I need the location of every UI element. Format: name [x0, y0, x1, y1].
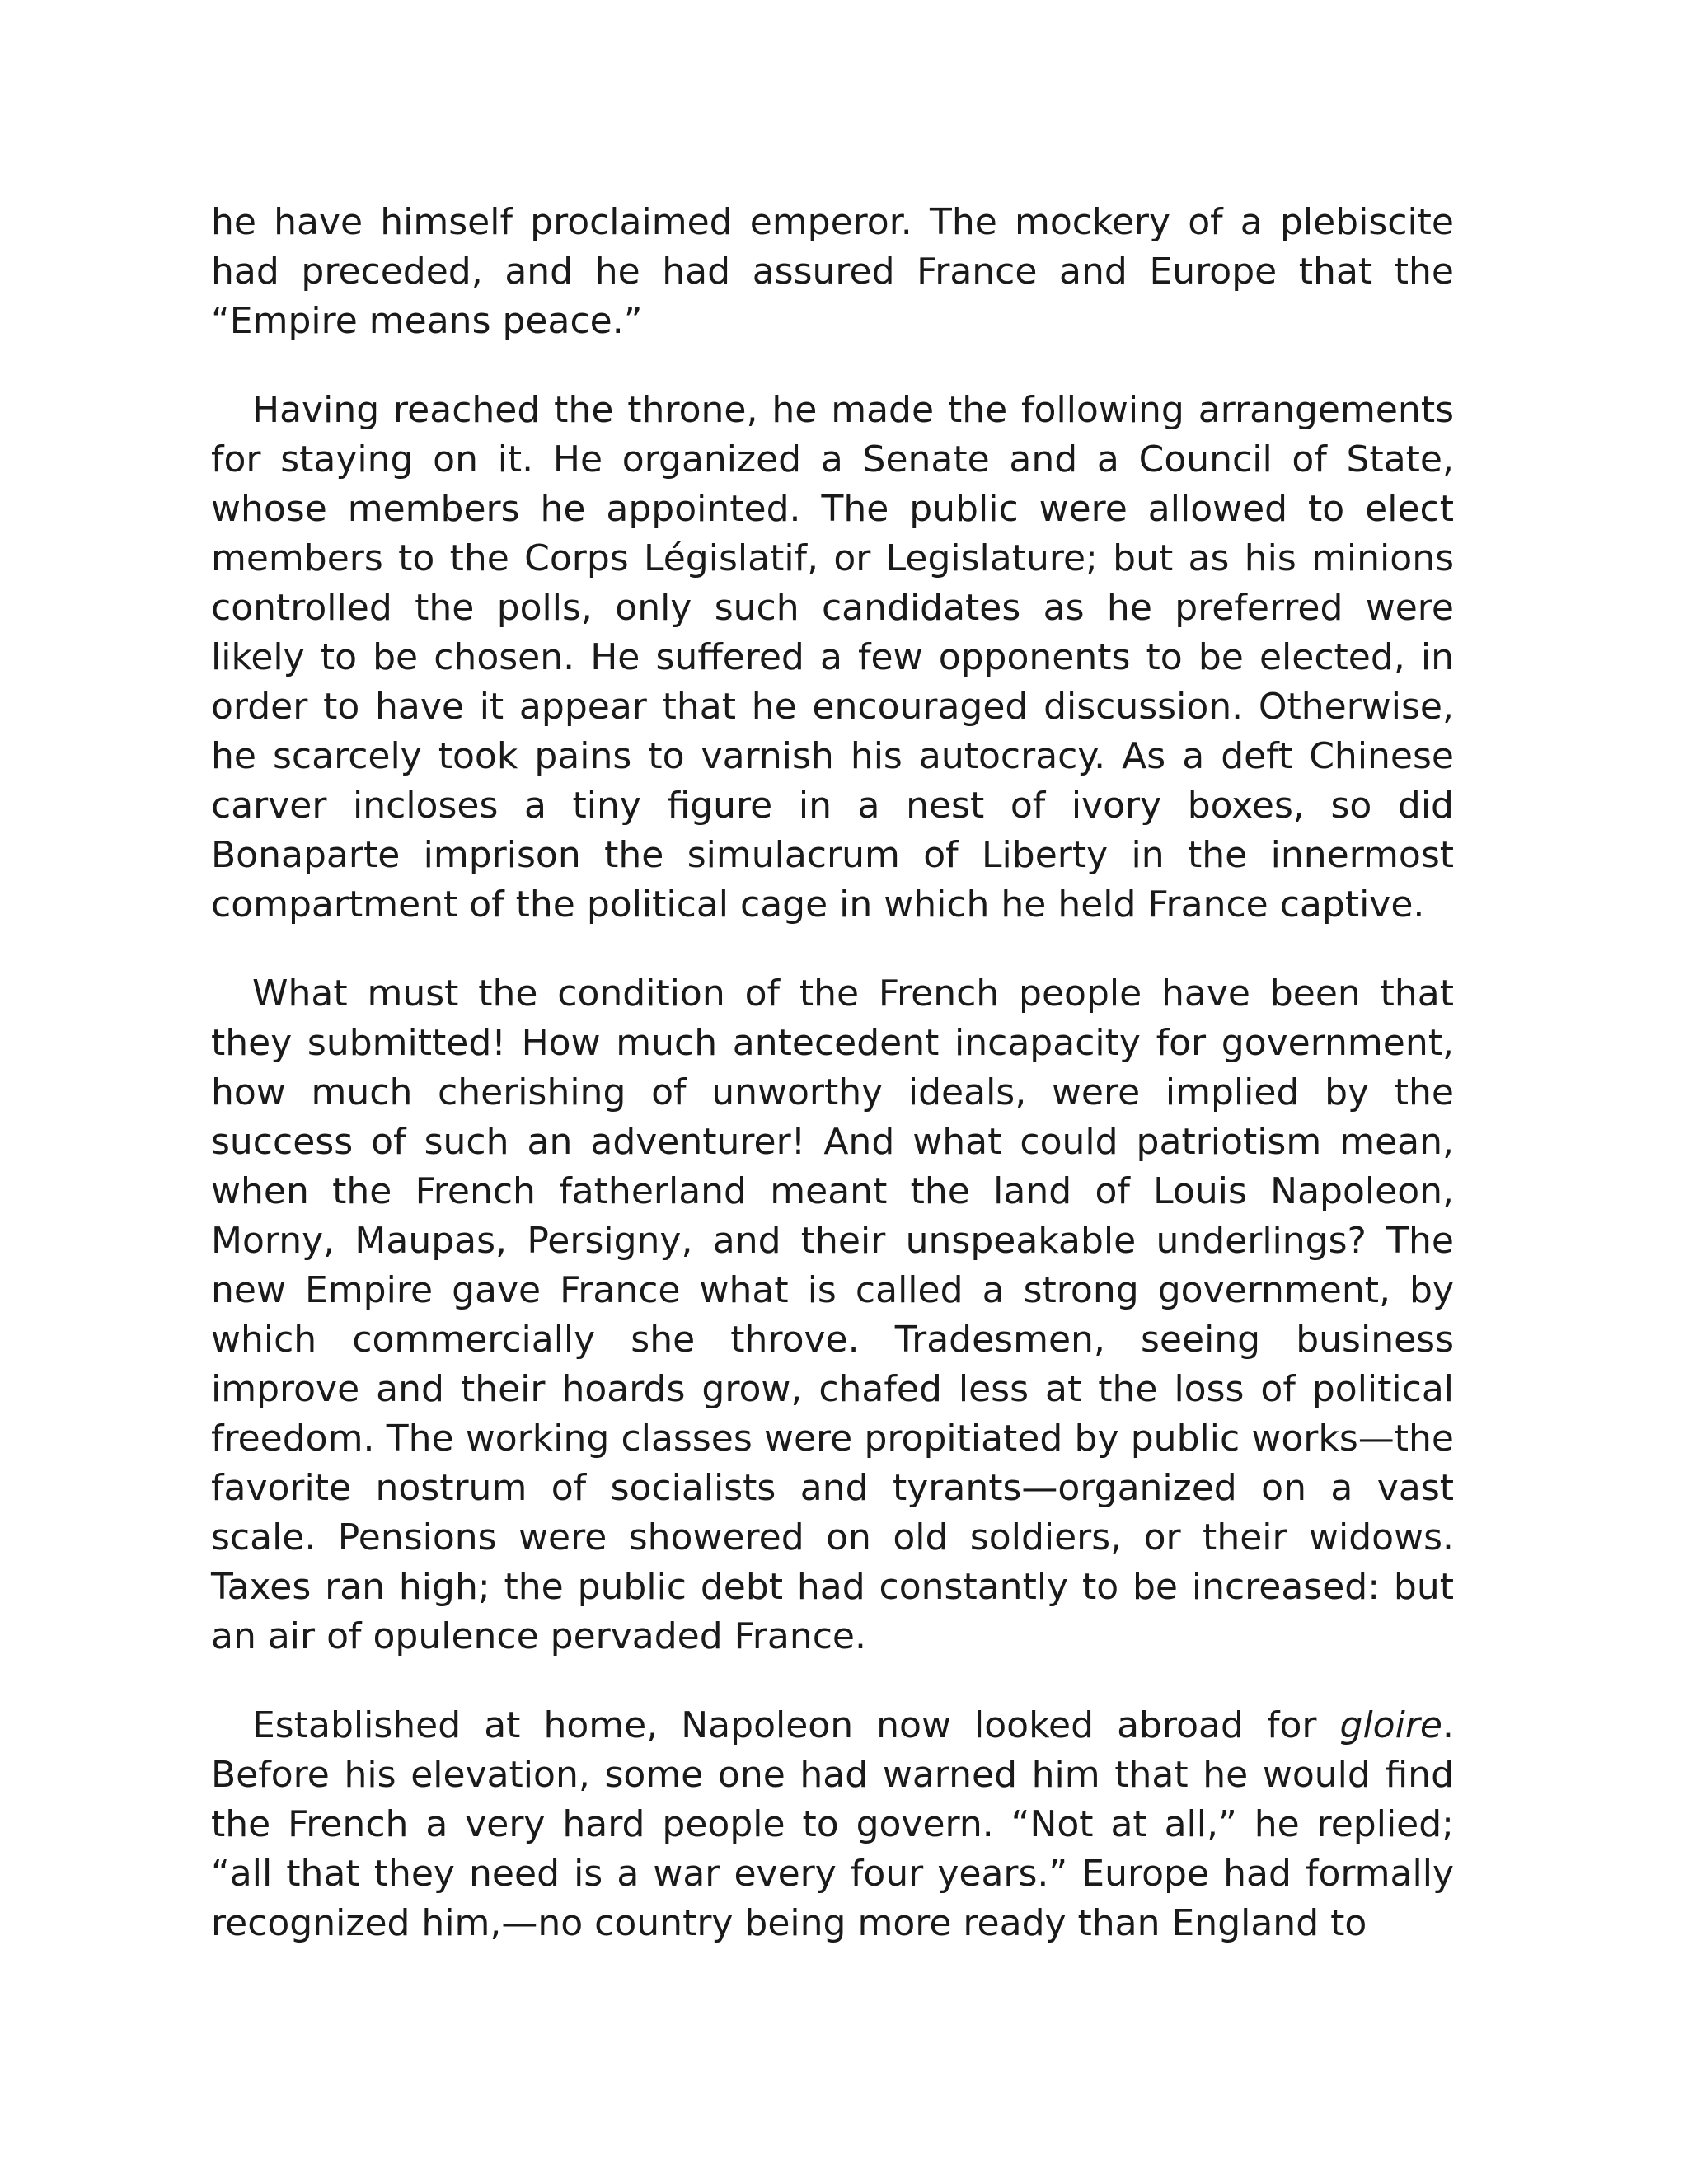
document-page: [211, 198, 1454, 1948]
paragraph-4-italic-word: gloire: [1339, 1704, 1442, 1746]
paragraph-4: [211, 1701, 1454, 1948]
paragraph-3: What must the condition of the French people have been that they submitted! How much antecedent incapacity for government, how much cherishing of unworthy ideals, were implied by the success of such an adventurer! And what could patriotism mean, when the French fatherland meant the land of Louis Napoleon, Morny, Maupas, Persigny, and their unspeakable underlings? The new Empire gave France what is called a strong government, by which commercially she throve. Tradesmen, seeing business improve and their hoards grow, chafed less at the loss of political freedom. The working classes were propitiated by public works—the favorite nostrum of socialists and tyrants—organized on a vast scale. Pensions were showered on old soldiers, or their widows. Taxes ran high; the public debt had constantly to be increased: but an air of opulence pervaded France.: [211, 972, 1454, 1657]
paragraph-2: Having reached the throne, he made the following arrangements for staying on it. He organized a Senate and a Council of State, whose members he appointed. The public were allowed to elect members to the Corps Législatif, or Legislature; but as his minions controlled the polls, only such candidates as he preferred were likely to be chosen. He suffered a few opponents to be elected, in order to have it appear that he encouraged discussion. Otherwise, he scarcely took pains to varnish his autocracy. As a deft Chinese carver incloses a tiny figure in a nest of ivory boxes, so did Bonaparte imprison the simulacrum of Liberty in the innermost compartment of the political cage in which he held France captive.: [211, 389, 1454, 926]
paragraph-1: he have himself proclaimed emperor. The mockery of a plebiscite had preceded, and he had assured France and Europe that the “Empire means peace.”: [211, 201, 1454, 342]
paragraph-4-text-after: . Before his elevation, some one had warned him that he would find the French a very hard people to govern. “Not at all,” he replied; “all that they need is a war every four years.” Europe had formally recognized him,—no country being more ready than England to: [211, 1704, 1454, 1944]
paragraph-4-text-before: Established at home, Napoleon now looked abroad for: [252, 1704, 1340, 1746]
